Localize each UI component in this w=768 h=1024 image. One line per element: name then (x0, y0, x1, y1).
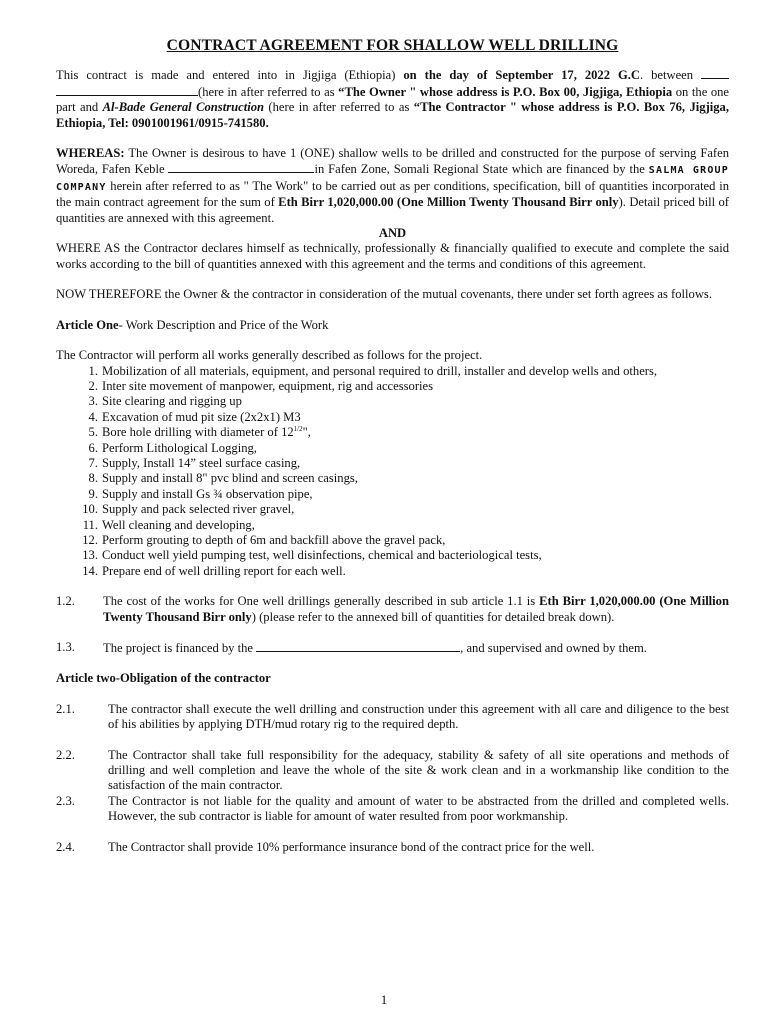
list-item: 14. Prepare end of well drilling report for each well. (82, 563, 346, 578)
intro-paragraph: This contract is made and entered into in Jigjiga (Ethiopia) on the day of September 17, 2022 G.C. between (here in after referred to as “The Owner " whose address is P.O. Box 00, Jigjiga, Ethiopia on the one part and Al-Bade General Construction (here in after referred to as “The Contractor " whose address is P.O. Box 76, Jigjiga, Ethiopia, Tel: 0901001961/0915-741580. (56, 68, 730, 130)
list-item: 5. Bore hole drilling with diameter of $12^{1/2}$", (88, 424, 311, 440)
clause-2-1: 2.1. The contractor shall execute the well drilling and construction under this agreement with all care and diligence to the best of his abilities by applying DTH/mud rotary rig to the required depth. (56, 701, 729, 732)
list-item: 7. Supply, Install 14” steel surface casing, (88, 455, 301, 470)
list-item: 13. Conduct well yield pumping test, well disinfections, chemical and bacteriological tests, (82, 548, 542, 563)
blank-line (256, 640, 460, 652)
spacer (56, 303, 729, 318)
work-items-list (56, 364, 729, 580)
list-item: 6. Perform Lithological Logging, (88, 440, 257, 455)
clause-1-3: 1.3. The project is financed by the , and supervised and owned by them. (56, 640, 647, 655)
list-item: 4. Excavation of mud pit size (2x2x1) M3 (88, 409, 301, 424)
blank-line (701, 67, 729, 79)
list-item: 3. Site clearing and rigging up (88, 394, 242, 409)
article-two-heading: Article two-Obligation of the contractor (56, 671, 271, 686)
clause-2-4: 2.4. The Contractor shall provide 10% performance insurance bond of the contract price for the well. (56, 839, 595, 854)
contractor-name: Al-Bade General Construction (102, 100, 264, 115)
whereas-label: WHEREAS: (56, 146, 125, 161)
list-item: 10. Supply and pack selected river gravel, (82, 502, 295, 517)
list-item: 12. Perform grouting to depth of 6m and backfill above the gravel pack, (82, 532, 446, 547)
list-item: 8. Supply and install 8" pvc blind and screen casings, (88, 471, 358, 486)
spacer (56, 656, 729, 671)
page-number: 1 (380, 991, 388, 1007)
list-item: 2. Inter site movement of manpower, equipment, rig and accessories (88, 378, 434, 393)
contract-sum: Eth Birr 1,020,000.00 (One Million Twenty Thousand Birr only (278, 195, 619, 210)
article-one-heading: Article One- Work Description and Price of the Work (56, 317, 329, 332)
list-item: 1. Mobilization of all materials, equipment, and personal required to drill, installer and develop wells and others, (88, 363, 658, 378)
spacer (56, 625, 729, 640)
financier-name: SALMA GROUP COMPANY (56, 165, 729, 193)
spacer (56, 825, 729, 840)
whereas-paragraph: WHEREAS: The Owner is desirous to have 1 (ONE) shallow wells to be drilled and constructed for the purpose of serving Fafen Woreda, Fafen Keble in Fafen Zone, Somali Regional State which are financed by the SALMA GROUP COMPANY herein after referred to as " The Work" to be carried out as per conditions, specification, bill of quantities incorporated in the main contract agreement for the sum of Eth Birr 1,020,000.00 (One Million Twenty Thousand Birr only). Detail priced bill of quantities are annexed with this agreement. (56, 146, 729, 225)
clause-2-3: 2.3. The Contractor is not liable for the quality and amount of water to be abstracted from the drilled and completed wells. However, the sub contractor is liable for amount of water resulted from poor workmanship. (56, 793, 729, 824)
contractor-reference: “The Contractor " whose address is P.O. Box 76, Jigjiga, Ethiopia, Tel: 0901001961/0915-741580. (56, 100, 730, 130)
now-therefore-paragraph: NOW THEREFORE the Owner & the contractor in consideration of the mutual covenants, there under set forth agrees as follows. (56, 287, 712, 302)
clause-1-2: 1.2. The cost of the works for One well drillings generally described in sub article 1.1 is Eth Birr 1,020,000.00 (One Million Twenty Thousand Birr only) (please refer to the annexed bill of quantities for detailed break down). (56, 594, 729, 624)
article-one-lead: The Contractor will perform all works generally described as follows for the project. (56, 348, 483, 363)
blank-line (56, 84, 198, 96)
list-item: 11. Well cleaning and developing, (82, 517, 255, 532)
clause-2-2: 2.2. The Contractor shall take full responsibility for the adequacy, stability & safety of all site operations and methods of drilling and well completion and leave the whole of the site & work clean and in a workmanship like condition to the satisfaction of the main contractor. (56, 747, 729, 793)
whereas-contractor-paragraph: WHERE AS the Contractor declares himself as technically, professionally & financially qualified to execute and complete the said works according to the bill of quantities annexed with this agreement and the terms and conditions of this agreement. (56, 241, 729, 271)
blank-line (168, 161, 314, 173)
owner-reference: “The Owner " whose address is P.O. Box 00, Jigjiga, Ethiopia (338, 84, 673, 99)
and-label: AND (378, 226, 407, 241)
spacer (56, 579, 729, 594)
spacer (56, 131, 729, 146)
spacer (56, 272, 729, 287)
list-item: 9. Supply and install Gs ¾ observation pipe, (88, 486, 313, 501)
page-title: CONTRACT AGREEMENT FOR SHALLOW WELL DRILLING (166, 37, 619, 54)
spacer (56, 333, 729, 348)
contract-date: on the day of September 17, 2022 G.C (403, 68, 640, 83)
spacer (56, 687, 729, 702)
spacer (56, 733, 729, 748)
